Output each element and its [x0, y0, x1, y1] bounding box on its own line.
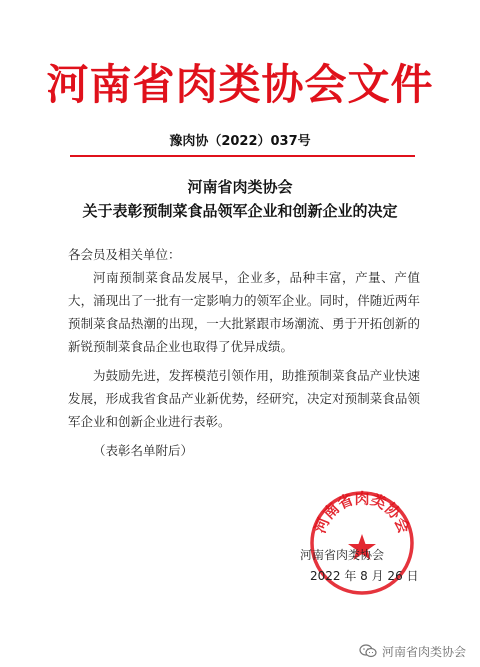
watermark-text: 河南省肉类协会	[381, 644, 466, 659]
document-body	[68, 243, 420, 462]
attachment-note: （表彰名单附后）	[93, 443, 194, 458]
document-number: 豫肉协（2022）037号	[169, 134, 311, 149]
body-paragraph: 河南预制菜食品发展早，企业多，品种丰富，产量、产值大，涌现出了一批有一定影响力的领军企业。同时，伴随近两年预制菜食品热潮的出现，一大批紧跟市场潮流、勇于开拓创新的新锐预制菜食品企业也取得了优异成绩。	[68, 270, 420, 354]
wechat-watermark	[359, 641, 466, 661]
svg-text:河南省肉类协会	[311, 489, 413, 535]
issuer-name: 河南省肉类协会	[187, 178, 293, 196]
document-header-title: 河南省肉类协会文件	[46, 60, 434, 109]
document-title: 关于表彰预制菜食品领军企业和创新企业的决定	[82, 202, 398, 220]
signature-date: 2022 年 8 月 26 日	[310, 569, 419, 583]
salutation: 各会员及相关单位：	[68, 247, 181, 262]
body-paragraph: 为鼓励先进，发挥模范引领作用，助推预制菜食品产业快速发展，形成我省食品产业新优势，经研究，决定对预制菜食品领军企业和创新企业进行表彰。	[68, 368, 420, 429]
seal-text: 河南省肉类协会	[310, 489, 414, 536]
signature-organization: 河南省肉类协会	[300, 548, 385, 562]
red-divider-line	[70, 155, 415, 157]
wechat-icon	[359, 644, 377, 658]
